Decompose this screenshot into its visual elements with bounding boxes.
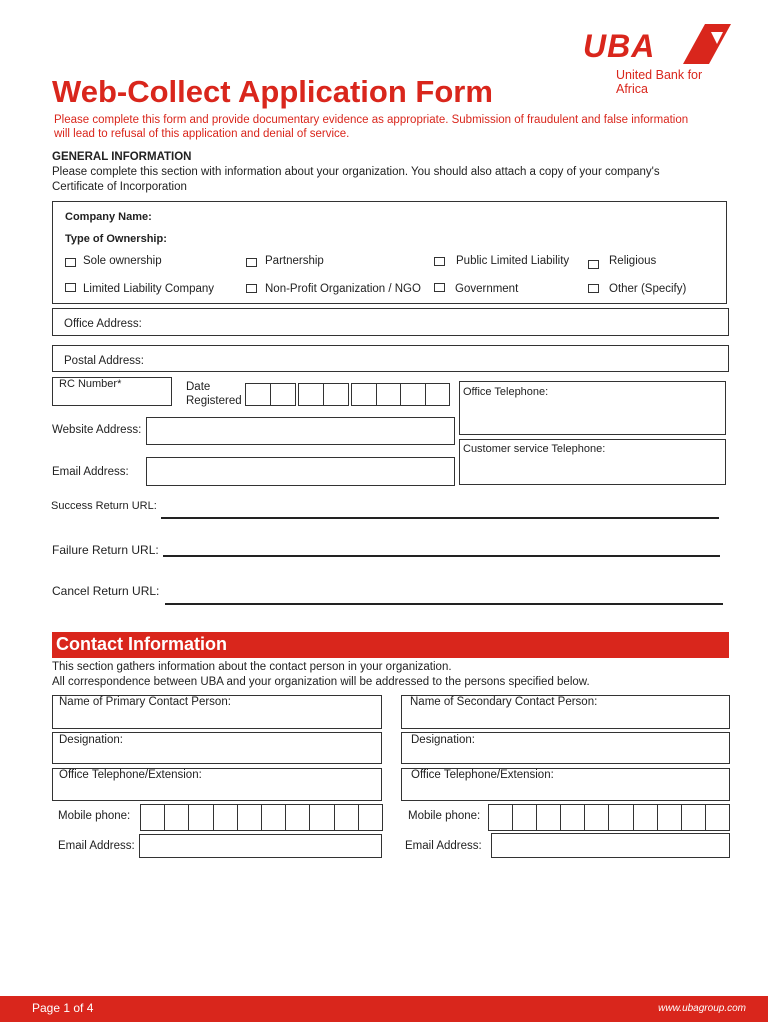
- customer-service-telephone-field[interactable]: [459, 439, 726, 485]
- success-url-label: Success Return URL:: [51, 500, 157, 512]
- secondary-email-label: Email Address:: [405, 840, 482, 852]
- primary-mobile-label: Mobile phone:: [58, 810, 131, 822]
- secondary-email-field[interactable]: [491, 833, 730, 858]
- type-of-ownership-label: Type of Ownership:: [65, 233, 167, 245]
- date-registered-cells-month[interactable]: [298, 383, 349, 406]
- date-label-line2: Registered: [186, 395, 242, 407]
- postal-address-field[interactable]: [52, 345, 729, 372]
- option-limited-liability: Limited Liability Company: [83, 283, 215, 295]
- page-title: Web-Collect Application Form: [52, 74, 493, 109]
- website-address-field[interactable]: [146, 417, 455, 445]
- date-registered-cells-year[interactable]: [351, 383, 450, 406]
- checkbox-public-limited[interactable]: [434, 257, 445, 266]
- office-telephone-label: Office Telephone:: [463, 386, 549, 398]
- failure-url-label: Failure Return URL:: [52, 543, 159, 557]
- checkbox-sole-ownership[interactable]: [65, 258, 76, 267]
- primary-email-label: Email Address:: [58, 840, 135, 852]
- secondary-designation-label: Designation:: [411, 734, 475, 746]
- failure-url-field[interactable]: [163, 555, 720, 557]
- general-intro: [52, 165, 660, 194]
- date-label-line1: Date: [186, 381, 211, 393]
- option-non-profit: Non-Profit Organization / NGO: [265, 283, 421, 295]
- secondary-name-label: Name of Secondary Contact Person:: [410, 696, 598, 708]
- email-address-label: Email Address:: [52, 466, 129, 478]
- success-url-field[interactable]: [161, 517, 719, 519]
- logo-text: UBA: [583, 28, 656, 64]
- checkbox-other[interactable]: [588, 284, 599, 293]
- company-ownership-box[interactable]: [52, 201, 727, 304]
- secondary-name-field[interactable]: [401, 695, 730, 729]
- option-other: Other (Specify): [609, 283, 687, 295]
- footer-website: www.ubagroup.com: [658, 1003, 746, 1014]
- secondary-office-tel-field[interactable]: [401, 768, 730, 801]
- date-registered-label: [186, 380, 242, 408]
- office-address-label: Office Address:: [64, 318, 142, 330]
- primary-office-tel-label: Office Telephone/Extension:: [59, 769, 202, 781]
- general-heading: GENERAL INFORMATION: [52, 151, 192, 163]
- checkbox-limited-liability[interactable]: [65, 283, 76, 292]
- secondary-office-tel-label: Office Telephone/Extension:: [411, 769, 554, 781]
- footer-page-number: Page 1 of 4: [32, 1001, 94, 1015]
- contact-intro-line2: All correspondence between UBA and your organization will be addressed to the persons specified below.: [52, 675, 590, 688]
- option-public-limited: Public Limited Liability: [456, 255, 570, 267]
- logo-mark-icon: [683, 24, 731, 64]
- form-notice-line1: Please complete this form and provide documentary evidence as appropriate. Submission of fraudulent and false information: [54, 114, 689, 126]
- checkbox-partnership[interactable]: [246, 258, 257, 267]
- checkbox-government[interactable]: [434, 283, 445, 292]
- contact-intro: [52, 660, 590, 689]
- customer-service-telephone-label: Customer service Telephone:: [463, 443, 606, 455]
- form-notice: [54, 113, 688, 141]
- checkbox-non-profit[interactable]: [246, 284, 257, 293]
- option-government: Government: [455, 283, 519, 295]
- date-registered-cells[interactable]: [245, 383, 296, 406]
- option-sole-ownership: Sole ownership: [83, 255, 162, 267]
- rc-number-label: RC Number*: [59, 378, 122, 390]
- primary-email-field[interactable]: [139, 834, 382, 858]
- contact-intro-line1: This section gathers information about the contact person in your organization.: [52, 661, 452, 673]
- checkbox-religious[interactable]: [588, 260, 599, 269]
- option-religious: Religious: [609, 255, 657, 267]
- form-notice-line2: will lead to refusal of this application and denial of service.: [54, 128, 350, 140]
- primary-name-field[interactable]: [52, 695, 382, 729]
- cancel-url-label: Cancel Return URL:: [52, 584, 160, 598]
- secondary-mobile-cells[interactable]: [488, 804, 730, 831]
- postal-address-label: Postal Address:: [64, 355, 144, 367]
- contact-heading: Contact Information: [56, 634, 227, 654]
- primary-mobile-cells[interactable]: [140, 804, 383, 831]
- secondary-mobile-label: Mobile phone:: [408, 810, 481, 822]
- general-intro-line2: Certificate of Incorporation: [52, 180, 187, 193]
- primary-designation-field[interactable]: [52, 732, 382, 764]
- option-partnership: Partnership: [265, 255, 324, 267]
- primary-designation-label: Designation:: [59, 734, 123, 746]
- primary-name-label: Name of Primary Contact Person:: [59, 696, 231, 708]
- footer-bar: [0, 996, 768, 1022]
- logo-tagline: United Bank for Africa: [616, 68, 703, 96]
- email-address-field[interactable]: [146, 457, 455, 486]
- contact-heading-bar: [52, 632, 729, 658]
- company-name-label: Company Name:: [65, 211, 152, 223]
- cancel-url-field[interactable]: [165, 603, 723, 605]
- website-address-label: Website Address:: [52, 424, 142, 436]
- rc-number-field[interactable]: [52, 377, 172, 406]
- general-intro-line1: Please complete this section with information about your organization. You should also attach a copy of your company's: [52, 166, 660, 178]
- uba-logo: [583, 24, 733, 96]
- office-address-field[interactable]: [52, 308, 729, 336]
- office-telephone-field[interactable]: [459, 381, 726, 435]
- secondary-designation-field[interactable]: [401, 732, 730, 764]
- primary-office-tel-field[interactable]: [52, 768, 382, 801]
